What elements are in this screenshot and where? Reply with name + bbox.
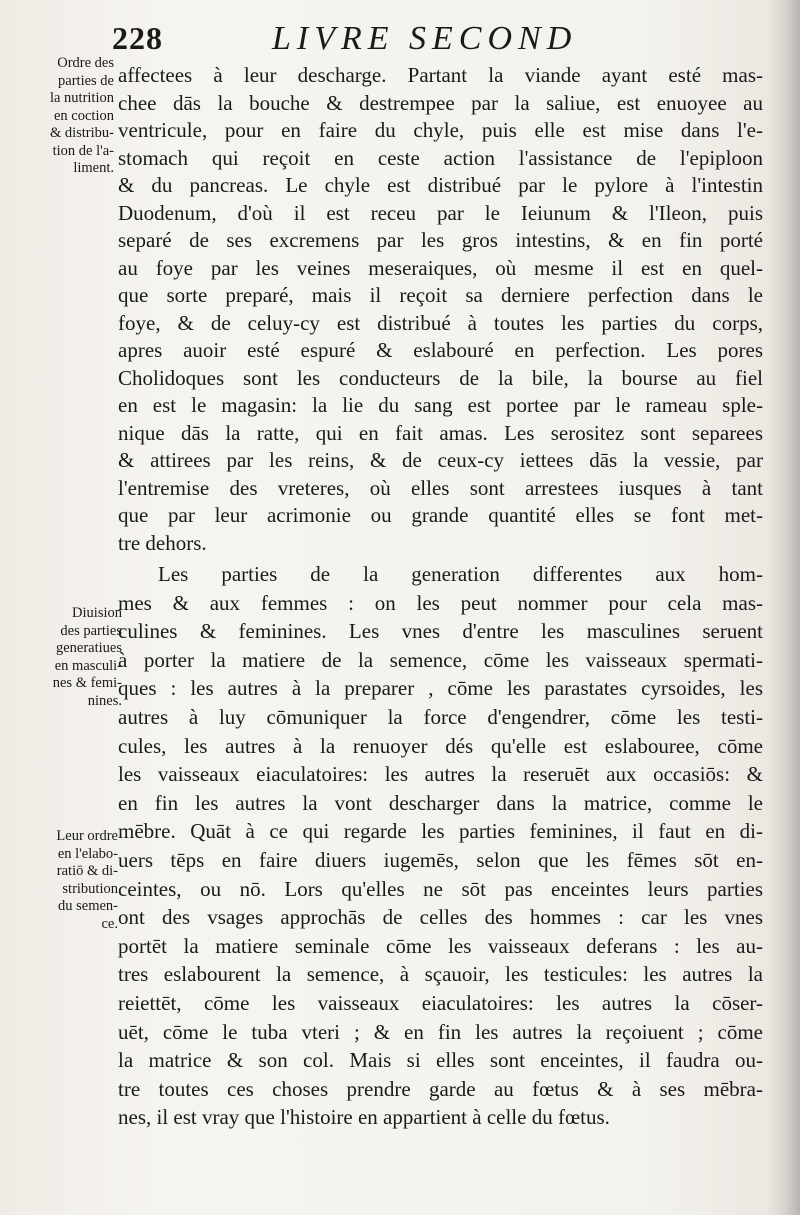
- text-line: affectees à leur descharge. Partant la viande ayant esté mas-: [118, 63, 763, 87]
- text-line: separé de ses excremens par les gros intestins, & en fin porté: [118, 228, 763, 252]
- text-line: & du pancreas. Le chyle est distribué par le pylore à l'intestin: [118, 173, 763, 197]
- text-line: tre toutes ces choses prendre garde au fœtus & à ses mēbra-: [118, 1076, 763, 1101]
- paragraph-nutrition: [118, 62, 763, 557]
- text-line: portēt la matiere seminale cōme les vaisseaux deferans : les au-: [118, 933, 763, 958]
- text-line: ques : les autres à la preparer , cōme les parastates cyrsoides, les: [118, 676, 763, 701]
- text-line: l'entremise des vreteres, où elles sont arrestees iusques à tant: [118, 475, 763, 500]
- text-line: Duodenum, d'où il est receu par le Ieiunum & l'Ileon, puis: [118, 200, 763, 225]
- text-line: apres auoir esté espuré & eslabouré en perfection. Les pores: [118, 338, 763, 362]
- paragraph-generation: [118, 560, 763, 1132]
- margin-note-line: liment.: [73, 160, 114, 176]
- text-line: tre dehors.: [118, 530, 207, 555]
- margin-note-line: des parties: [60, 622, 122, 639]
- text-line: & attirees par les reins, & de ceux-cy iettees dās la vessie, par: [118, 448, 763, 472]
- margin-note-line: en l'elabo-: [57, 845, 118, 862]
- text-line: foye, & de celuy-cy est distribué à toutes les parties du corps,: [118, 310, 763, 335]
- margin-note-line: ce.: [101, 915, 118, 932]
- text-line: culines & feminines. Les vnes d'entre les masculines seruent: [118, 619, 763, 644]
- text-line: Les parties de la generation differentes aux hom-: [158, 562, 763, 586]
- page-number: 228: [112, 20, 163, 56]
- margin-note-line: stribution: [62, 880, 118, 897]
- text-line: ventricule, pour en faire du chyle, puis elle est mise dans l'e-: [118, 118, 763, 142]
- text-line: ceintes, ou nō. Lors qu'elles ne sōt pas enceintes leurs parties: [118, 876, 763, 901]
- margin-note-line: du semen-: [58, 898, 118, 914]
- binding-shadow: [766, 0, 800, 1215]
- body-text: [118, 62, 763, 1132]
- margin-note-line: tion de l'a-: [52, 142, 114, 159]
- text-line: en fin les autres la vont descharger dans la matrice, comme le: [118, 790, 763, 815]
- page-header: [112, 18, 632, 62]
- margin-note-line: la nutrition: [49, 90, 114, 106]
- text-line: stomach qui reçoit en ceste action l'assistance de l'epiploon: [118, 145, 763, 170]
- text-line: en est le magasin: la lie du sang est portee par le rameau sple-: [118, 393, 763, 417]
- text-line: Cholidoques sont les conducteurs de la bile, la bourse au fiel: [118, 365, 763, 390]
- text-line: uēt, cōme le tuba vteri ; & en fin les autres la reçoiuent ; cōme: [118, 1019, 763, 1044]
- text-line: chee dās la bouche & destrempee par la saliue, est enuoyee au: [118, 90, 763, 115]
- text-line: la matrice & son col. Mais si elles sont enceintes, il faudra ou-: [118, 1048, 763, 1073]
- text-line: à porter la matiere de la semence, cōme les vaisseaux spermati-: [118, 647, 763, 672]
- margin-note-line: Ordre des: [57, 55, 114, 71]
- margin-note-line: en masculi-: [54, 657, 122, 674]
- text-line: uers tēps en faire diuers iugemēs, selon que les fēmes sōt en-: [118, 847, 763, 872]
- text-line: autres à luy cōmuniquer la force d'engendrer, cōme les testi-: [118, 704, 763, 729]
- text-line: que par leur acrimonie ou grande quantité elles se font met-: [118, 503, 763, 527]
- margin-note-line: nines.: [87, 692, 122, 709]
- text-line: mēbre. Quāt à ce qui regarde les parties feminines, il faut en di-: [118, 819, 763, 844]
- text-line: cules, les autres à la renuoyer dés qu'elle est eslabouree, cōme: [118, 733, 763, 758]
- margin-note-line: nes & femi-: [52, 675, 122, 691]
- margin-note-line: generatiues: [55, 640, 122, 656]
- margin-note-line: parties de: [58, 72, 114, 89]
- margin-note-nutrition: [2, 55, 114, 178]
- margin-note-line: & distribu-: [49, 125, 114, 141]
- text-line: mes & aux femmes : on les peut nommer pour cela mas-: [118, 590, 763, 615]
- text-line: ont des vsages approchās de celles des hommes : car les vnes: [118, 905, 763, 930]
- text-line: nique dās la ratte, qui en fait amas. Les serositez sont separees: [118, 420, 763, 445]
- text-line: reiettēt, cōme les vaisseaux eiaculatoires: les autres la cōser-: [118, 990, 763, 1015]
- running-title: LIVRE SECOND: [272, 20, 578, 57]
- margin-note-division: [2, 605, 122, 710]
- margin-note-line: Leur ordre: [56, 828, 118, 844]
- margin-note-line: en coction: [54, 107, 114, 124]
- margin-note-line: ratiō & di-: [56, 863, 118, 879]
- margin-note-order: [2, 828, 118, 933]
- margin-note-line: Diuision: [72, 605, 122, 621]
- text-line: tres eslabourent la semence, à sçauoir, les testicules: les autres la: [118, 962, 763, 987]
- text-line: les vaisseaux eiaculatoires: les autres la reseruēt aux occasiōs: &: [118, 762, 763, 787]
- text-line: nes, il est vray que l'histoire en appartient à celle du fœtus.: [118, 1105, 610, 1130]
- text-line: au foye par les veines meseraiques, où mesme il est en quel-: [118, 255, 763, 280]
- text-line: que sorte preparé, mais il reçoit sa derniere perfection dans le: [118, 283, 763, 307]
